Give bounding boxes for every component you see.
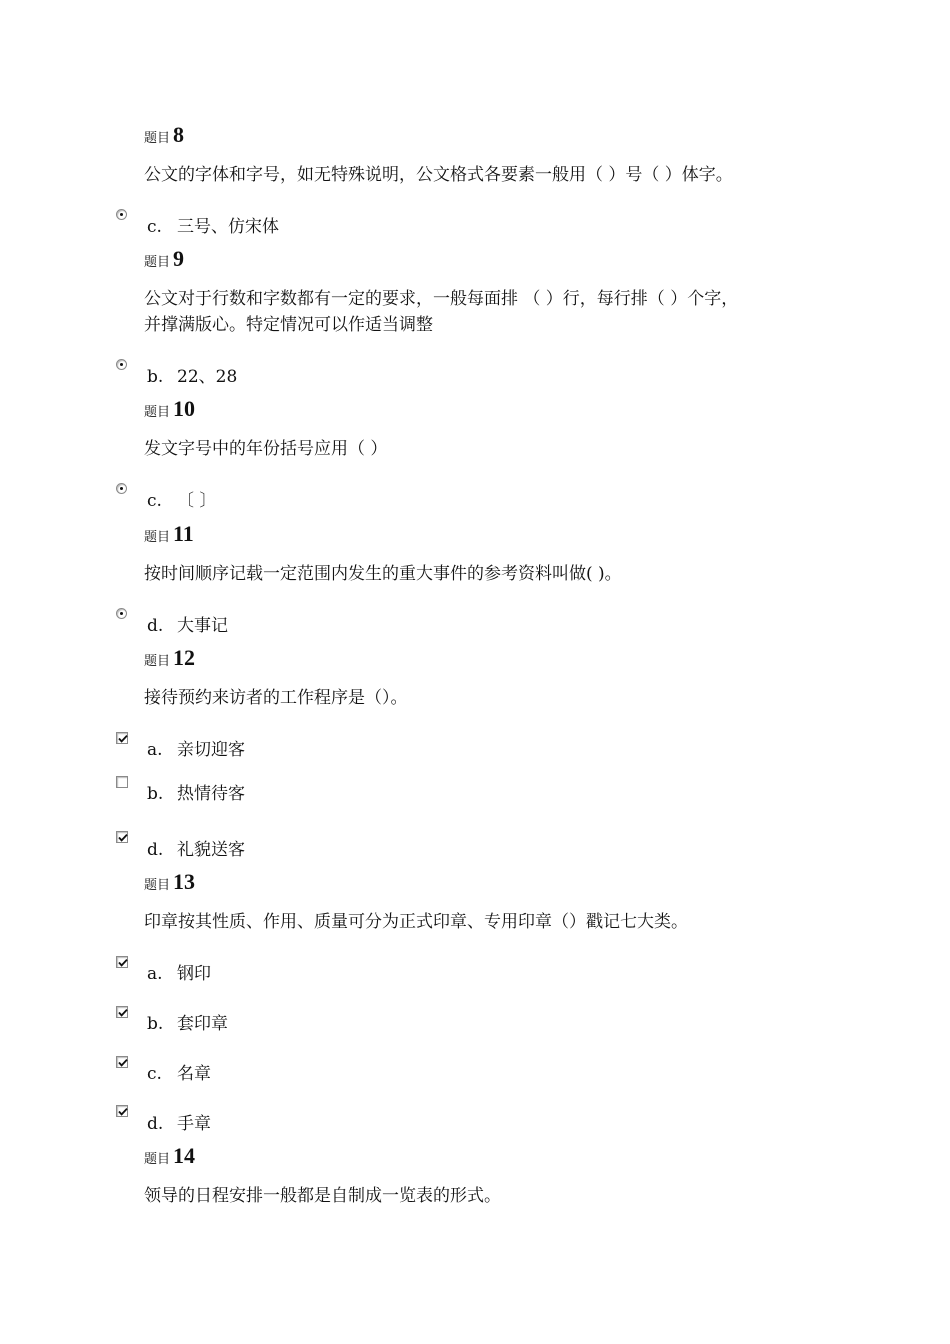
question-number: 9 (173, 246, 185, 271)
option-d (147, 835, 245, 860)
option-letter: a. (147, 740, 163, 760)
radio-option-b[interactable] (116, 359, 127, 370)
checkbox-option-b[interactable] (116, 776, 128, 788)
question-11-text: 按时间顺序记载一定范围内发生的重大事件的参考资料叫做( )。 (144, 564, 622, 584)
option-c (147, 486, 216, 511)
question-label: 题目 (144, 405, 171, 420)
option-letter: c. (147, 217, 162, 237)
radio-option-c[interactable] (116, 483, 127, 494)
question-number: 13 (173, 869, 196, 894)
question-8-header (144, 122, 184, 148)
option-letter: d. (147, 1114, 164, 1134)
option-letter: a. (147, 964, 163, 984)
question-9-text-line1: 公文对于行数和字数都有一定的要求，一般每面排 （ ）行，每行排（ ）个字， (144, 289, 739, 309)
question-label: 题目 (144, 654, 171, 669)
option-letter: d. (147, 840, 164, 860)
question-11-header (144, 521, 194, 547)
checkbox-option-a[interactable] (116, 732, 128, 744)
checkbox-option-d[interactable] (116, 831, 128, 843)
question-12-text: 接待预约来访者的工作程序是（）。 (144, 688, 408, 708)
radio-selected-dot (120, 612, 123, 615)
radio-option-c[interactable] (116, 209, 127, 220)
option-a (147, 735, 245, 760)
radio-selected-dot (120, 213, 123, 216)
question-number: 10 (173, 396, 196, 421)
option-b (147, 1009, 228, 1034)
checkmark-icon (117, 733, 129, 745)
option-text: 钢印 (177, 964, 211, 984)
question-label: 题目 (144, 878, 171, 893)
option-text: 手章 (177, 1114, 211, 1134)
option-d (147, 611, 228, 636)
question-number: 12 (173, 645, 196, 670)
option-d (147, 1109, 211, 1134)
option-text: 亲切迎客 (177, 740, 245, 760)
option-letter: b. (147, 1014, 164, 1034)
option-a (147, 959, 211, 984)
question-14-text: 领导的日程安排一般都是自制成一览表的形式。 (144, 1186, 501, 1206)
checkmark-icon (117, 957, 129, 969)
option-letter: b. (147, 784, 164, 804)
radio-option-d[interactable] (116, 608, 127, 619)
option-text: 名章 (177, 1064, 211, 1084)
radio-selected-dot (120, 363, 123, 366)
option-text: 套印章 (177, 1014, 228, 1034)
question-9-header (144, 246, 184, 272)
option-text: 热情待客 (177, 784, 245, 804)
question-number: 11 (173, 521, 194, 546)
option-b (147, 779, 245, 804)
option-letter: c. (147, 1064, 162, 1084)
option-text: 三号、仿宋体 (177, 217, 279, 237)
radio-selected-dot (120, 487, 123, 490)
question-number: 8 (173, 122, 185, 147)
question-label: 题目 (144, 255, 171, 270)
option-b (147, 362, 237, 387)
question-9-text-line2: 并撑满版心。特定情况可以作适当调整 (144, 315, 433, 335)
question-label: 题目 (144, 1152, 171, 1167)
checkbox-option-c[interactable] (116, 1056, 128, 1068)
question-10-header (144, 396, 195, 422)
option-text: 22、28 (177, 367, 238, 387)
question-label: 题目 (144, 530, 171, 545)
question-label: 题目 (144, 131, 171, 146)
option-text: 大事记 (177, 616, 228, 636)
option-c (147, 1059, 211, 1084)
checkbox-option-d[interactable] (116, 1105, 128, 1117)
checkmark-icon (117, 1007, 129, 1019)
option-letter: d. (147, 616, 164, 636)
option-c (147, 212, 279, 237)
option-text: 礼貌送客 (177, 840, 245, 860)
question-10-text: 发文字号中的年份括号应用（ ） (144, 439, 388, 459)
checkmark-icon (117, 1057, 129, 1069)
checkmark-icon (117, 832, 129, 844)
question-13-text: 印章按其性质、作用、质量可分为正式印章、专用印章（）戳记七大类。 (144, 912, 688, 932)
checkbox-option-b[interactable] (116, 1006, 128, 1018)
option-letter: c. (147, 491, 162, 511)
question-13-header (144, 869, 195, 895)
question-number: 14 (173, 1143, 196, 1168)
question-8-text: 公文的字体和字号，如无特殊说明，公文格式各要素一般用（ ）号（ ）体字。 (144, 165, 733, 185)
option-letter: b. (147, 367, 164, 387)
question-14-header (144, 1143, 195, 1169)
option-text: 〔 〕 (177, 491, 217, 511)
checkbox-option-a[interactable] (116, 956, 128, 968)
checkmark-icon (117, 1106, 129, 1118)
question-12-header (144, 645, 195, 671)
